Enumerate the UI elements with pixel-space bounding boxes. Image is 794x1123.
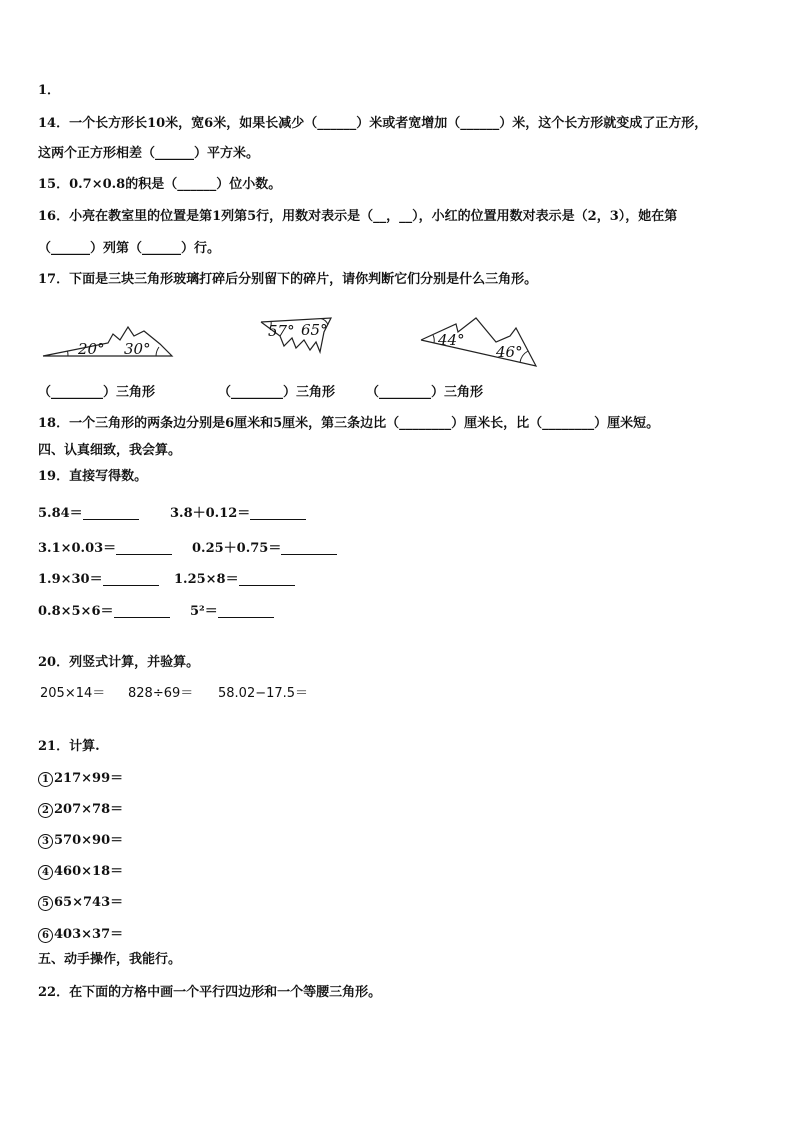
previous-question-number: 1． <box>38 83 61 98</box>
triangle-3-angle-b: 46° <box>496 343 523 361</box>
calc-item-5-answer-blank[interactable] <box>103 571 159 586</box>
question-15: 15．0.7×0.8的积是（______）位小数。 <box>38 177 282 192</box>
calc21-item-4 <box>38 863 123 881</box>
calc21-item-2-expr: 207×78＝ <box>54 802 124 817</box>
calc-item-2 <box>170 505 306 523</box>
calc-item-4-answer-blank[interactable] <box>281 540 337 555</box>
calc21-item-6-expr: 403×37＝ <box>54 927 124 942</box>
answer-blank-triangle-3[interactable]: （________）三角形 <box>366 385 484 400</box>
calc-item-3-answer-blank[interactable] <box>116 540 172 555</box>
circled-number-4: 4 <box>38 865 53 880</box>
calc-item-4 <box>192 540 337 558</box>
calc-item-8 <box>190 603 274 621</box>
calc-item-1-answer-blank[interactable] <box>83 505 139 520</box>
triangle-2-angle-b: 65° <box>301 321 328 339</box>
calc-item-3 <box>38 540 172 558</box>
calc-item-2-expr: 3.8＋0.12＝ <box>170 506 251 521</box>
circled-number-2: 2 <box>38 803 53 818</box>
circled-number-1: 1 <box>38 772 53 787</box>
question-16-line-1: 16．小亮在教室里的位置是第1列第5行，用数对表示是（__，__），小红的位置用数对表示是（2，3），她在第 <box>38 209 678 224</box>
calc-item-6-answer-blank[interactable] <box>239 571 295 586</box>
calc-item-7 <box>38 603 170 621</box>
question-20-title: 20．列竖式计算，并验算。 <box>38 655 200 670</box>
calc21-item-4-expr: 460×18＝ <box>54 864 124 879</box>
calc-item-1-expr: 5.84＝ <box>38 506 83 521</box>
triangle-fragment-3 <box>418 314 540 370</box>
calc-item-6 <box>174 571 295 589</box>
calc-item-1 <box>38 505 139 523</box>
triangle-2-angle-a: 57° <box>268 322 295 340</box>
answer-blank-triangle-2[interactable]: （________）三角形 <box>218 385 336 400</box>
circled-number-3: 3 <box>38 834 53 849</box>
question-14-line-2: 这两个正方形相差（______）平方米。 <box>38 146 260 161</box>
triangle-3-angle-a: 44° <box>438 331 465 349</box>
triangle-1-angle-b-visible: 30° <box>124 340 151 358</box>
calc-item-5 <box>38 571 159 589</box>
calc-item-7-answer-blank[interactable] <box>114 603 170 618</box>
calc21-item-3 <box>38 832 123 850</box>
calc-item-3-expr: 3.1×0.03＝ <box>38 541 117 556</box>
triangle-1-angle-a: 20° <box>78 340 105 358</box>
question-14-line-1: 14．一个长方形长10米，宽6米，如果长减少（______）米或者宽增加（______）米，这个长方形就变成了正方形， <box>38 116 708 131</box>
calc-item-8-answer-blank[interactable] <box>218 603 274 618</box>
calc21-item-5 <box>38 894 123 912</box>
vertical-calc-3: 58.02−17.5＝ <box>218 686 309 701</box>
triangle-fragment-2 <box>258 316 334 358</box>
question-17-text: 17．下面是三块三角形玻璃打碎后分别留下的碎片，请你判断它们分别是什么三角形。 <box>38 272 538 287</box>
circled-number-6: 6 <box>38 928 53 943</box>
triangle-fragment-1 <box>40 322 180 362</box>
vertical-calc-2: 828÷69＝ <box>128 686 194 701</box>
calc21-item-1-expr: 217×99＝ <box>54 771 124 786</box>
section-5-heading: 五、动手操作，我能行。 <box>38 952 182 967</box>
calc21-item-5-expr: 65×743＝ <box>54 895 124 910</box>
question-22: 22．在下面的方格中画一个平行四边形和一个等腰三角形。 <box>38 985 382 1000</box>
calc-item-2-answer-blank[interactable] <box>250 505 306 520</box>
calc21-item-6 <box>38 926 123 944</box>
question-16-line-2: （______）列第（______）行。 <box>38 241 221 256</box>
question-19-title: 19．直接写得数。 <box>38 469 148 484</box>
question-18: 18．一个三角形的两条边分别是6厘米和5厘米，第三条边比（________）厘米长，比（________）厘米短。 <box>38 416 660 431</box>
calc-item-8-expr: 5²＝ <box>190 604 218 619</box>
calc21-item-3-expr: 570×90＝ <box>54 833 124 848</box>
question-21-title: 21．计算. <box>38 739 100 754</box>
calc-item-7-expr: 0.8×5×6＝ <box>38 604 114 619</box>
calc21-item-1 <box>38 770 123 788</box>
circled-number-5: 5 <box>38 896 53 911</box>
vertical-calc-1: 205×14＝ <box>40 686 106 701</box>
calc-item-6-expr: 1.25×8＝ <box>174 572 239 587</box>
calc21-item-2 <box>38 801 123 819</box>
calc-item-5-expr: 1.9×30＝ <box>38 572 103 587</box>
calc-item-4-expr: 0.25＋0.75＝ <box>192 541 282 556</box>
answer-blank-triangle-1[interactable]: （________）三角形 <box>38 385 156 400</box>
section-4-heading: 四、认真细致，我会算。 <box>38 443 182 458</box>
